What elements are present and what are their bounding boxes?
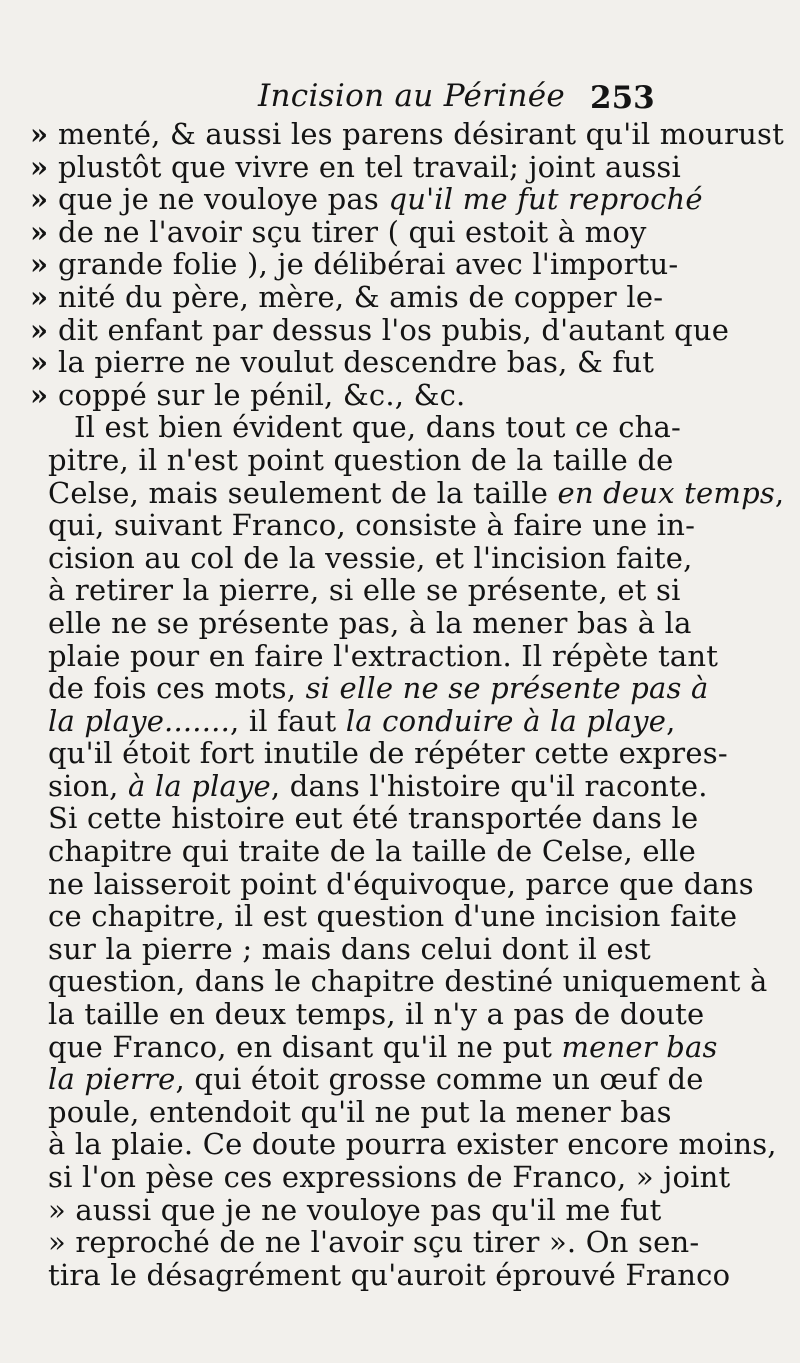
line-text: Si cette histoire eut été transportée dans le (48, 801, 699, 836)
text-line (30, 281, 690, 314)
line-text: qu'il étoit fort inutile de répéter cette expres- (48, 736, 728, 771)
line-text: coppé sur le pénil, &c., &c. (58, 377, 466, 412)
line-text: » reproché de ne l'avoir sçu tirer ». On sen- (48, 1225, 700, 1260)
text-line (30, 216, 690, 249)
line-text: Il est bien évident que, dans tout ce cha- (74, 410, 682, 445)
line-text: nité du père, mère, & amis de copper le- (58, 279, 664, 314)
line-text: sion, (48, 768, 128, 803)
quote-mark: » (30, 247, 49, 282)
italic-text: si elle ne se présente pas à (305, 671, 709, 706)
line-text: plaie pour en faire l'extraction. Il répète tant (48, 638, 719, 673)
text-line (30, 508, 696, 543)
line-text: , (774, 475, 785, 510)
line-text: cision au col de la vessie, et l'incision faite, (48, 540, 693, 575)
line-text: , (666, 703, 676, 738)
line-text: dit enfant par dessus l'os pubis, d'autant que (58, 312, 730, 347)
line-text: à la plaie. Ce doute pourra exister encore moins, (48, 1127, 777, 1162)
text-line (30, 671, 709, 706)
text-line (30, 151, 690, 184)
line-text: , il faut (229, 703, 346, 738)
text-line (30, 444, 690, 477)
text-line (30, 379, 690, 412)
line-text: la pierre ne voulut descendre bas, & fut (58, 345, 655, 380)
text-line (30, 475, 785, 510)
quote-mark: » (30, 182, 49, 217)
quote-mark: » (30, 214, 49, 249)
italic-text: qu'il me fut reproché (388, 182, 703, 217)
italic-text: la playe....... (48, 703, 230, 738)
quote-mark: » (30, 345, 49, 380)
quote-mark: » (30, 117, 49, 151)
body-text (30, 117, 785, 1292)
page-header (0, 78, 800, 118)
line-text: Celse, mais seulement de la taille (48, 475, 558, 510)
quote-mark: » (30, 377, 49, 412)
text-line (30, 736, 728, 771)
text-line (30, 411, 690, 444)
italic-text: la conduire à la playe (345, 703, 667, 738)
text-line (30, 1029, 718, 1064)
text-line (30, 574, 690, 607)
text-line (30, 607, 690, 640)
text-line (30, 638, 719, 673)
line-text: que Franco, en disant qu'il ne put (48, 1029, 562, 1064)
text-line (30, 705, 690, 738)
line-text: menté, & aussi les parens désirant qu'il mourust (58, 117, 784, 151)
line-text: si l'on pèse ces expressions de Franco, » joint (48, 1160, 731, 1194)
line-text: ne laisseroit point d'équivoque, parce que dans (48, 866, 754, 901)
line-text: ce chapitre, il est question d'une incision faite (48, 899, 738, 934)
text-line (30, 346, 690, 379)
line-text: poule, entendoit qu'il ne put la mener bas (48, 1094, 672, 1129)
text-line (30, 866, 754, 901)
text-line (30, 1194, 690, 1227)
italic-text: la pierre (48, 1062, 176, 1097)
text-line (30, 182, 703, 217)
line-text: chapitre qui traite de la taille de Celse, elle (48, 834, 696, 869)
text-line (30, 312, 730, 347)
line-text: tira le désagrément qu'auroit éprouvé Franco (48, 1257, 731, 1292)
line-text: que je ne vouloye pas (58, 182, 389, 217)
line-text: » aussi que je ne vouloye pas qu'il me fut (48, 1192, 662, 1227)
text-line (30, 540, 693, 575)
line-text: à retirer la pierre, si elle se présente, et si (48, 573, 681, 608)
text-line (30, 1127, 777, 1162)
text-line (30, 1257, 731, 1292)
text-line (30, 964, 768, 999)
line-text: de fois ces mots, (48, 671, 306, 706)
line-text: , dans l'histoire qu'il raconte. (270, 768, 708, 803)
line-text: qui, suivant Franco, consiste à faire une in- (48, 508, 696, 543)
text-line (30, 1225, 700, 1260)
line-text: question, dans le chapitre destiné uniquement à (48, 964, 768, 999)
text-line (30, 117, 784, 151)
text-line (30, 1062, 704, 1097)
italic-text: mener bas (561, 1029, 718, 1064)
italic-text: à la playe (127, 768, 271, 803)
text-line (30, 933, 690, 966)
text-line (30, 801, 699, 836)
line-text: sur la pierre ; mais dans celui dont il est (48, 931, 651, 966)
quote-mark: » (30, 279, 49, 314)
italic-text: en deux temps (557, 475, 775, 510)
running-title: Incision au Périnée (258, 78, 565, 114)
line-text: la taille en deux temps, il n'y a pas de doute (48, 997, 705, 1032)
line-text: grande folie ), je délibérai avec l'importu- (58, 247, 679, 282)
line-text: de ne l'avoir sçu tirer ( qui estoit à moy (58, 214, 647, 249)
text-line (30, 899, 738, 934)
text-line (30, 1160, 731, 1194)
quote-mark: » (30, 149, 49, 184)
page-number: 253 (590, 80, 655, 116)
line-text: plustôt que vivre en tel travail; joint aussi (58, 149, 681, 184)
line-text: , qui étoit grosse comme un œuf de (175, 1062, 704, 1097)
text-line (30, 1096, 690, 1129)
quote-mark: » (30, 312, 49, 347)
text-line (30, 997, 705, 1032)
line-text: elle ne se présente pas, à la mener bas à la (48, 605, 692, 640)
line-text: pitre, il n'est point question de la taille de (48, 442, 674, 477)
text-line (30, 248, 690, 281)
text-line (30, 768, 708, 803)
text-line (30, 834, 696, 869)
